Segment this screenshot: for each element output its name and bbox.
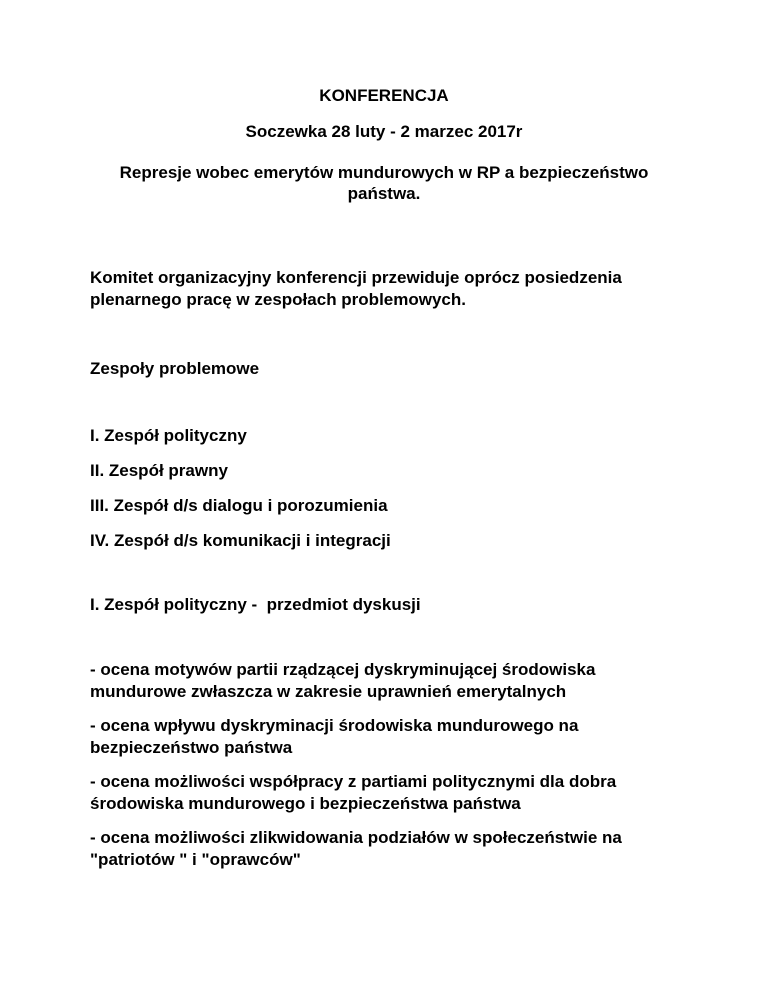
- groups-list: [90, 425, 690, 565]
- groups-heading: Zespoły problemowe: [90, 359, 260, 378]
- list-item: II. Zespół prawny: [90, 461, 228, 480]
- list-item: - ocena motywów partii rządzącej dyskryminującej środowiska mundurowe zwłaszcza w zakresie uprawnień emerytalnych: [90, 660, 596, 701]
- section-heading: I. Zespół polityczny - przedmiot dyskusji: [90, 595, 421, 614]
- list-item: III. Zespół d/s dialogu i porozumienia: [90, 496, 388, 515]
- intro-paragraph: Komitet organizacyjny konferencji przewiduje oprócz posiedzenia plenarnego pracę w zespołach problemowych.: [90, 268, 622, 309]
- list-item: I. Zespół polityczny: [90, 426, 247, 445]
- conference-date: Soczewka 28 luty - 2 marzec 2017r: [245, 122, 523, 141]
- list-item: IV. Zespół d/s komunikacji i integracji: [90, 531, 391, 550]
- list-item: - ocena wpływu dyskryminacji środowiska mundurowego na bezpieczeństwo państwa: [90, 716, 579, 757]
- conference-topic: Represje wobec emerytów mundurowych w RP a bezpieczeństwo państwa.: [119, 163, 649, 203]
- list-item: - ocena możliwości zlikwidowania podziałów w społeczeństwie na "patriotów " i "oprawców": [90, 828, 622, 869]
- discussion-topics-list: [90, 659, 670, 883]
- list-item: - ocena możliwości współpracy z partiami politycznymi dla dobra środowiska mundurowego i bezpieczeństwa państwa: [90, 772, 617, 813]
- document-title: KONFERENCJA: [319, 86, 449, 105]
